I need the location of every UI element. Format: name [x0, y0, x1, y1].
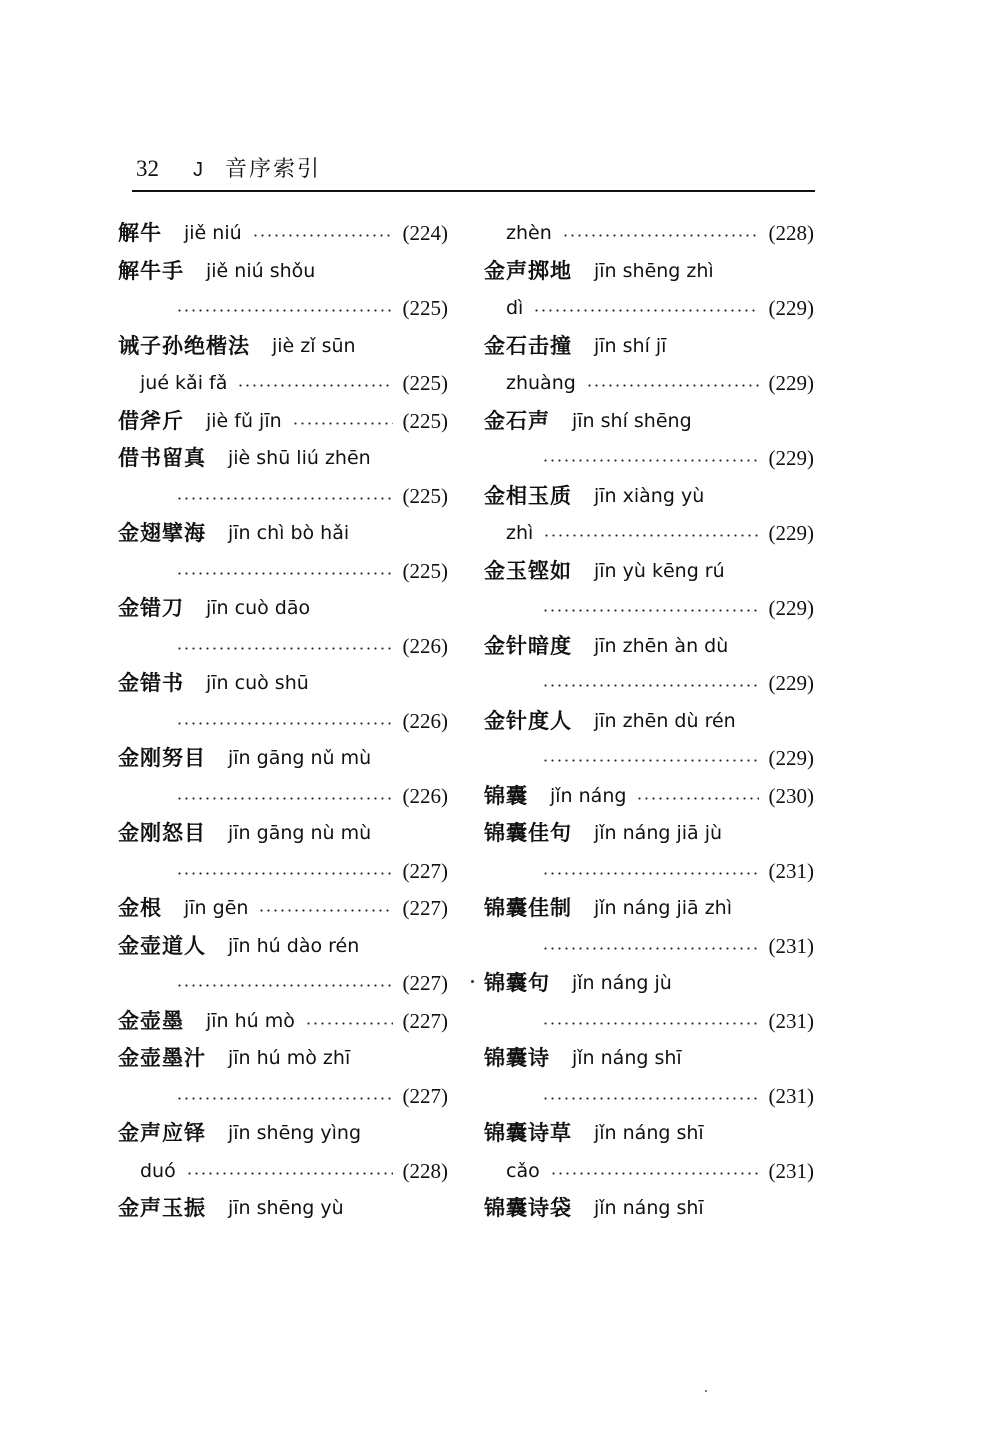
leader-dots — [305, 1022, 393, 1025]
leader-dots — [542, 1097, 759, 1100]
entry-pinyin: jǐn náng jiā jù — [594, 822, 723, 844]
entry-term: 锦囊句 — [484, 971, 550, 995]
page-ref: (231) — [768, 1083, 814, 1108]
entry-pinyin: jīn yù kēng rú — [594, 559, 725, 582]
entry-term: 金根 — [118, 896, 162, 920]
entry-continuation — [118, 1153, 448, 1191]
index-entry — [118, 740, 448, 778]
stray-mark — [471, 980, 474, 983]
entry-term: 金错刀 — [118, 596, 184, 620]
leader-dots — [562, 234, 759, 237]
leader-dots — [533, 309, 758, 312]
leader-dots — [176, 872, 393, 875]
entry-continuation — [118, 853, 448, 891]
entry-term: 金针度人 — [484, 708, 572, 733]
entry-term: 锦囊诗 — [484, 1046, 550, 1070]
page-ref: (229) — [768, 671, 814, 695]
entry-pinyin: duó — [140, 1159, 176, 1182]
entry-term: 金石声 — [484, 408, 550, 433]
entry-pinyin: jǐn náng — [550, 784, 627, 807]
entry-term: 金声掷地 — [484, 258, 572, 283]
index-entry — [118, 1190, 448, 1228]
leader-dots — [176, 797, 393, 800]
index-entry — [484, 253, 814, 291]
entry-continuation — [484, 853, 814, 891]
index-entry — [118, 590, 448, 628]
entry-term: 锦囊 — [484, 783, 528, 808]
entry-term: 金壶墨 — [118, 1008, 184, 1033]
entry-pinyin: jīn chì bò hǎi — [228, 522, 350, 544]
entry-term: 金壶墨汁 — [118, 1046, 206, 1070]
entry-continuation — [118, 553, 448, 591]
leader-dots — [237, 384, 392, 387]
entry-pinyin: jīn hú mò zhī — [228, 1047, 351, 1069]
page-ref: (231) — [768, 1008, 814, 1033]
index-entry — [118, 215, 448, 253]
entry-continuation — [484, 740, 814, 778]
index-entry — [484, 965, 814, 1003]
page-ref: (229) — [768, 446, 814, 470]
page-ref: (227) — [402, 1083, 448, 1108]
page-ref: (225) — [402, 296, 448, 320]
page-ref: (225) — [402, 408, 448, 433]
entry-continuation — [484, 1153, 814, 1191]
index-entry — [484, 703, 814, 741]
right-column — [484, 215, 814, 1228]
page-ref: (225) — [402, 558, 448, 583]
entry-pinyin: jǐn náng jiā zhì — [594, 897, 733, 919]
entry-term: 金错书 — [118, 671, 184, 695]
leader-dots — [542, 947, 759, 950]
page-ref: (229) — [768, 371, 814, 395]
index-entry — [118, 515, 448, 553]
index-entry — [118, 1003, 448, 1041]
page-ref: (226) — [402, 633, 448, 658]
index-entry — [484, 328, 814, 366]
leader-dots — [542, 459, 759, 462]
leader-dots — [542, 609, 759, 612]
index-entry — [484, 778, 814, 816]
index-entry — [484, 1040, 814, 1078]
index-entry — [118, 928, 448, 966]
index-entry — [118, 890, 448, 928]
entry-continuation — [484, 290, 814, 328]
page-ref: (229) — [768, 296, 814, 320]
entry-continuation — [484, 928, 814, 966]
entry-term: 金刚怒目 — [118, 821, 206, 845]
leader-dots — [586, 384, 759, 387]
leader-dots — [186, 1172, 393, 1175]
page-ref: (225) — [402, 483, 448, 508]
entry-pinyin: jīn cuò dāo — [206, 597, 311, 619]
entry-continuation — [484, 1078, 814, 1116]
leader-dots — [542, 1022, 759, 1025]
page-ref: (225) — [402, 371, 448, 395]
entry-term: 金针暗度 — [484, 633, 572, 658]
index-entry — [484, 815, 814, 853]
entry-pinyin: cǎo — [506, 1159, 540, 1182]
leader-dots — [543, 534, 758, 537]
entry-term: 锦囊诗草 — [484, 1121, 572, 1145]
leader-dots — [542, 872, 759, 875]
leader-dots — [176, 1097, 393, 1100]
entry-pinyin: jīn shēng yìng — [228, 1122, 362, 1144]
entry-continuation — [484, 515, 814, 553]
entry-pinyin: jīn gāng nǔ mù — [228, 747, 372, 769]
leader-dots — [176, 984, 393, 987]
index-entry — [484, 628, 814, 666]
page-ref: (231) — [768, 1158, 814, 1183]
index-entry — [484, 1115, 814, 1153]
entry-pinyin: zhuàng — [506, 372, 576, 394]
index-entry — [118, 253, 448, 291]
index-entry — [118, 1115, 448, 1153]
entry-pinyin: jīn cuò shū — [206, 672, 309, 694]
entry-term: 金翅擘海 — [118, 521, 206, 545]
leader-dots — [176, 572, 393, 575]
entry-term: 金刚努目 — [118, 746, 206, 770]
entry-continuation — [118, 365, 448, 403]
entry-continuation — [484, 215, 814, 253]
section-letter: J — [193, 159, 203, 181]
entry-pinyin: jiè shū liú zhēn — [228, 447, 371, 469]
header-rule — [132, 190, 815, 192]
entry-pinyin: jīn shēng zhì — [594, 259, 714, 282]
page-ref: (224) — [402, 221, 448, 245]
index-entry — [118, 665, 448, 703]
page-ref: (226) — [402, 708, 448, 733]
entry-continuation — [118, 628, 448, 666]
index-entry — [118, 1040, 448, 1078]
entry-continuation — [118, 478, 448, 516]
entry-continuation — [484, 1003, 814, 1041]
page-number: 32 — [136, 156, 159, 181]
entry-pinyin: dì — [506, 297, 524, 319]
entry-term: 金声玉振 — [118, 1196, 206, 1220]
entry-pinyin: jīn gāng nù mù — [228, 822, 372, 844]
leader-dots — [550, 1172, 759, 1175]
header-title: 音序索引 — [225, 157, 322, 182]
entry-continuation — [484, 440, 814, 478]
page-ref: (229) — [768, 596, 814, 620]
index-entry — [118, 440, 448, 478]
entry-term: 金壶道人 — [118, 933, 206, 958]
entry-pinyin: jīn xiàng yù — [594, 484, 705, 507]
entry-pinyin: jiě niú — [184, 222, 242, 244]
entry-pinyin: jīn zhēn àn dù — [594, 634, 729, 657]
page-ref: (227) — [402, 971, 448, 995]
page-ref: (227) — [402, 858, 448, 883]
leader-dots — [176, 722, 393, 725]
entry-pinyin: jīn hú mò — [206, 1009, 295, 1032]
entry-pinyin: jīn shēng yù — [228, 1197, 344, 1219]
entry-term: 锦囊佳制 — [484, 896, 572, 920]
entry-term: 金声应铎 — [118, 1121, 206, 1145]
entry-continuation — [118, 965, 448, 1003]
entry-term: 借斧斤 — [118, 408, 184, 433]
entry-term: 锦囊佳句 — [484, 821, 572, 845]
entry-continuation — [118, 290, 448, 328]
entry-pinyin: jīn shí jī — [594, 334, 667, 357]
entry-pinyin: jǐn náng jù — [572, 972, 672, 994]
page-ref: (229) — [768, 746, 814, 770]
page-ref: (231) — [768, 933, 814, 958]
entry-pinyin: jǐn náng shī — [594, 1122, 704, 1144]
entry-pinyin: zhèn — [506, 222, 552, 244]
leader-dots — [176, 497, 393, 500]
entry-pinyin: jīn zhēn dù rén — [594, 709, 736, 732]
page-ref: (228) — [402, 1158, 448, 1183]
page-ref: (228) — [768, 221, 814, 245]
leader-dots — [292, 422, 393, 425]
entry-term: 金石击撞 — [484, 333, 572, 358]
index-entry — [484, 403, 814, 441]
leader-dots — [176, 309, 393, 312]
entry-pinyin: jiě niú shǒu — [206, 259, 316, 282]
entry-continuation — [118, 1078, 448, 1116]
leader-dots — [176, 647, 393, 650]
entry-continuation — [484, 590, 814, 628]
index-entry — [118, 403, 448, 441]
entry-pinyin: jué kǎi fǎ — [140, 372, 228, 394]
entry-term: 诫子孙绝楷法 — [118, 333, 250, 358]
page-ref: (227) — [402, 896, 448, 920]
entry-pinyin: jīn shí shēng — [572, 409, 692, 432]
leader-dots — [252, 234, 393, 237]
page-ref: (230) — [768, 783, 814, 808]
entry-continuation — [118, 778, 448, 816]
entry-continuation — [484, 665, 814, 703]
leader-dots — [542, 684, 759, 687]
index-entry — [118, 328, 448, 366]
leader-dots — [258, 909, 392, 912]
index-entry — [484, 553, 814, 591]
entry-pinyin: jiè fǔ jīn — [206, 409, 282, 432]
page-header — [136, 152, 321, 183]
entry-pinyin: jǐn náng shī — [594, 1197, 704, 1219]
entry-pinyin: jīn gēn — [184, 897, 249, 919]
index-entry — [118, 815, 448, 853]
entry-term: 解牛手 — [118, 258, 184, 283]
entry-term: 解牛 — [118, 221, 162, 245]
page-ref: (229) — [768, 521, 814, 545]
entry-pinyin: zhì — [506, 522, 534, 544]
entry-pinyin: jiè zǐ sūn — [272, 334, 356, 357]
entry-term: 借书留真 — [118, 446, 206, 470]
index-entry — [484, 478, 814, 516]
entry-term: 金玉铿如 — [484, 558, 572, 583]
entry-continuation — [484, 365, 814, 403]
page-ref: (227) — [402, 1008, 448, 1033]
entry-pinyin: jǐn náng shī — [572, 1047, 682, 1069]
entry-term: 锦囊诗袋 — [484, 1196, 572, 1220]
entry-continuation — [118, 703, 448, 741]
leader-dots — [636, 797, 758, 800]
page-ref: (231) — [768, 858, 814, 883]
entry-term: 金相玉质 — [484, 483, 572, 508]
entry-pinyin: jīn hú dào rén — [228, 934, 360, 957]
index-entry — [484, 890, 814, 928]
stray-mark — [705, 1390, 707, 1392]
index-entry — [484, 1190, 814, 1228]
leader-dots — [542, 759, 759, 762]
page-ref: (226) — [402, 783, 448, 808]
left-column — [118, 215, 448, 1228]
